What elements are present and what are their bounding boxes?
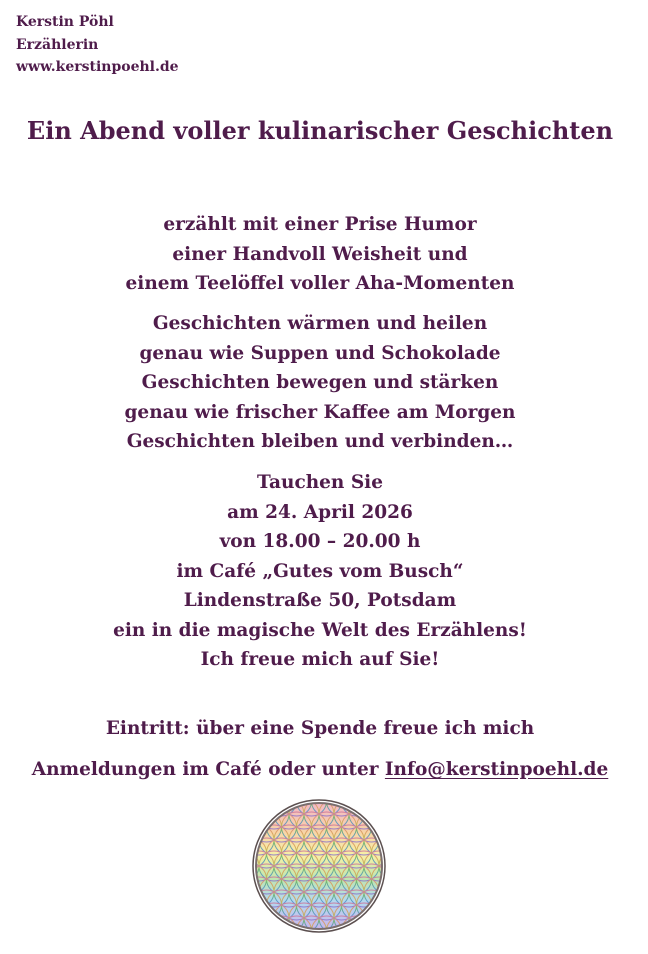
intro-line: einer Handvoll Weisheit und bbox=[172, 243, 468, 265]
signup-block bbox=[0, 755, 640, 785]
entry-block bbox=[0, 714, 640, 744]
intro-line: erzählt mit einer Prise Humor bbox=[163, 214, 477, 235]
poem-line: Geschichten bleiben und verbinden… bbox=[126, 431, 514, 452]
poem-line: Geschichten wärmen und heilen bbox=[152, 313, 488, 334]
signup-line bbox=[0, 755, 640, 785]
signup-text: Anmeldungen im Café oder unter bbox=[31, 759, 385, 780]
author-role: Erzählerin bbox=[16, 36, 99, 53]
page-title: Ein Abend voller kulinarischer Geschichten bbox=[26, 116, 614, 145]
event-address: Lindenstraße 50, Potsdam bbox=[183, 590, 457, 611]
poem-block bbox=[0, 309, 640, 457]
author-name: Kerstin Pöhl bbox=[16, 14, 114, 30]
event-venue: im Café „Gutes vom Busch“ bbox=[176, 560, 464, 582]
intro-line: einem Teelöffel voller Aha-Momenten bbox=[125, 273, 515, 294]
flower-of-life-icon bbox=[251, 798, 387, 934]
event-block bbox=[0, 468, 640, 675]
intro-block bbox=[0, 210, 640, 299]
event-line: Ich freue mich auf Sie! bbox=[200, 649, 440, 670]
entry-text: Eintritt: über eine Spende freue ich mich bbox=[105, 718, 535, 739]
poem-line: genau wie Suppen und Schokolade bbox=[139, 342, 501, 364]
header bbox=[16, 11, 179, 79]
event-time: von 18.00 – 20.00 h bbox=[219, 531, 421, 552]
poem-line: genau wie frischer Kaffee am Morgen bbox=[124, 401, 516, 423]
author-website: www.kerstinpoehl.de bbox=[16, 59, 179, 75]
event-line: ein in die magische Welt des Erzählens! bbox=[113, 619, 527, 641]
poem-line: Geschichten bewegen und stärken bbox=[141, 372, 499, 393]
event-date: am 24. April 2026 bbox=[227, 501, 413, 523]
email-link[interactable]: Info@kerstinpoehl.de bbox=[384, 759, 609, 780]
event-line: Tauchen Sie bbox=[257, 472, 383, 493]
